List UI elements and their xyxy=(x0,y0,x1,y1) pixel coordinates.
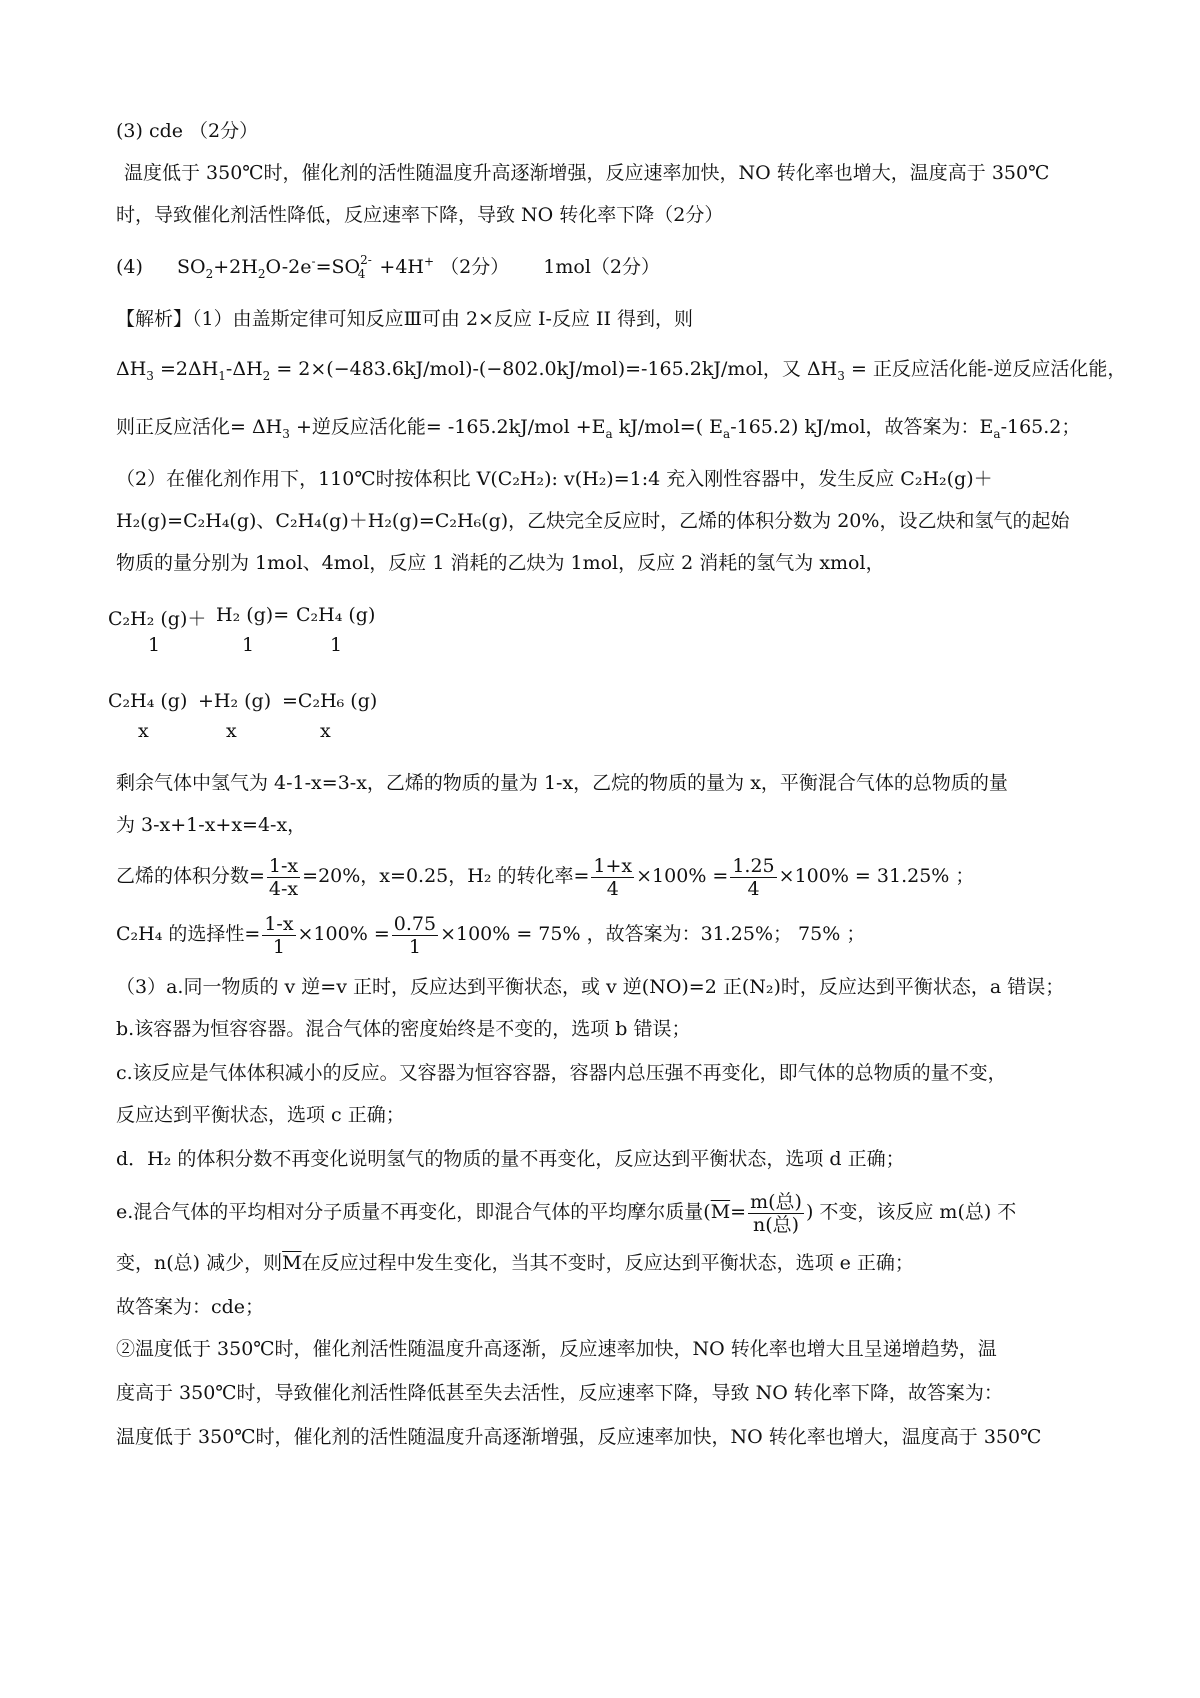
analysis-p11: （3）a.同一物质的 v 逆=v 正时，反应达到平衡状态，或 v 逆(NO)=2 正(N₂)时，反应达到平衡状态，a 错误； xyxy=(116,976,1065,998)
analysis-p19: ②温度低于 350℃时，催化剂活性随温度升高逐渐，反应速率加快，NO 转化率也增大且呈递增趋势，温 xyxy=(116,1338,997,1360)
analysis-p14: 反应达到平衡状态，选项 c 正确； xyxy=(116,1104,405,1126)
analysis-p10: C₂H₄ 的选择性= $\frac{1-x}{1}$ ×100% = $\frac{0.75}{1}$ ×100% = 75% ，故答案为：31.25%； 75% ； xyxy=(116,912,866,958)
reaction-2-species-a: C₂H₄ (g) xyxy=(108,690,188,712)
analysis-p7: 剩余气体中氢气为 4-1-x=3-x，乙烯的物质的量为 1-x，乙烷的物质的量为 x，平衡混合气体的总物质的量 xyxy=(116,772,1008,794)
fraction-h2-value: $\frac{1.25}{4}$ xyxy=(732,854,775,900)
analysis-p16: e.混合气体的平均相对分子质量不再变化，即混合气体的平均摩尔质量($\overline{M}=$ $\frac{\text{m(总)}}{\text{n(总)}}$ ) 不变，该反应 m(总) 不 xyxy=(116,1190,1017,1236)
fraction-selectivity-value: $\frac{0.75}{1}$ xyxy=(393,912,437,958)
reaction-2-species-c: =C₂H₆ (g) xyxy=(282,690,378,712)
fraction-ethylene: $\frac{1-x}{4-x}$ xyxy=(268,854,299,900)
delta-h-equation: $\Delta H_3 =2\Delta H_1-\Delta H_2 = 2\times(-483.6kJ/mol)-(-802.0kJ/mol)=-165.2kJ/mol$ xyxy=(116,358,763,383)
answer-4-equation: $SO_2+2H_2O-2e^-=SO_{2-4} +4H^+$ xyxy=(177,252,435,281)
answer-3-text-line1: 温度低于 350℃时，催化剂的活性随温度升高逐渐增强，反应速率加快，NO 转化率也增大，温度高于 350℃ xyxy=(124,162,1050,184)
analysis-p12: b.该容器为恒容容器。混合气体的密度始终是不变的，选项 b 错误； xyxy=(116,1018,691,1040)
analysis-p5: H₂(g)=C₂H₄(g)、C₂H₄(g)＋H₂(g)=C₂H₆(g)，乙炔完全反应时，乙烯的体积分数为 20%，设乙炔和氢气的起始 xyxy=(116,510,1070,532)
analysis-p8: 为 3-x+1-x+x=4-x， xyxy=(116,814,307,836)
analysis-p9: 乙烯的体积分数= $\frac{1-x}{4-x}$ =20%，x=0.25，H₂ 的转化率= $\frac{1+x}{4}$ ×100% = $\frac{1.25}{4}$ ×100% = 31.25% ； xyxy=(116,854,975,900)
analysis-p2: $\Delta H_3 =2\Delta H_1-\Delta H_2 = 2\times(-483.6kJ/mol)-(-802.0kJ/mol)=-165.2kJ/mol$，又 $\Delta H_3$ = 正反应活化能-逆反应活化能， xyxy=(116,358,1127,383)
answer-4-line xyxy=(116,254,660,280)
fraction-selectivity: $\frac{1-x}{1}$ xyxy=(264,912,294,958)
reaction-1-species-c: C₂H₄ (g) xyxy=(296,604,376,626)
answer-4-mol: 1mol（2分） xyxy=(543,256,661,278)
analysis-heading: 【解析】 xyxy=(116,308,193,330)
analysis-p3: 则正反应活化= $\Delta H_3$ +逆反应活化能= $-165.2kJ/mol +E_a$ kJ/mol=( $E_a-165.2$) kJ/mol，故答案为：$E_a-165.2$； xyxy=(116,416,1081,441)
analysis-p1: 【解析】（1）由盖斯定律可知反应Ⅲ可由 2×反应 I-反应 II 得到，则 xyxy=(116,308,694,330)
answer-4-score: （2分） xyxy=(440,256,510,278)
analysis-p21: 温度低于 350℃时，催化剂的活性随温度升高逐渐增强，反应速率加快，NO 转化率也增大，温度高于 350℃ xyxy=(116,1426,1042,1448)
answer-4-label: (4) xyxy=(116,256,143,278)
fraction-h2-conversion: $\frac{1+x}{4}$ xyxy=(593,854,633,900)
reaction-1-amount-c: 1 xyxy=(330,634,343,656)
analysis-p18: 故答案为：cde； xyxy=(116,1296,265,1318)
reaction-1-amount-b: 1 xyxy=(242,634,255,656)
analysis-p13: c.该反应是气体体积减小的反应。又容器为恒容容器，容器内总压强不再变化，即气体的总物质的量不变， xyxy=(116,1062,1007,1084)
reaction-2-species-b: +H₂ (g) xyxy=(198,690,272,712)
analysis-p17: 变，n(总) 减少，则$\overline{M}$在反应过程中发生变化，当其不变时，反应达到平衡状态，选项 e 正确； xyxy=(116,1252,914,1274)
reaction-1-amount-a: 1 xyxy=(148,634,161,656)
fraction-molar-mass: $\frac{\text{m(总)}}{\text{n(总)}}$ xyxy=(750,1190,802,1236)
reaction-2-amount-b: x xyxy=(226,720,237,742)
reaction-1-species-b: H₂ (g)= xyxy=(216,604,290,626)
reaction-2-amount-c: x xyxy=(320,720,331,742)
analysis-p15: d．H₂ 的体积分数不再变化说明氢气的物质的量不再变化，反应达到平衡状态，选项 d 正确； xyxy=(116,1148,905,1170)
answer-3-text-line2: 时，导致催化剂活性降低，反应速率下降，导致 NO 转化率下降（2分） xyxy=(116,204,724,226)
answer-3-label: (3) cde （2分） xyxy=(116,120,259,142)
reaction-2-amount-a: x xyxy=(138,720,149,742)
analysis-p20: 度高于 350℃时，导致催化剂活性降低甚至失去活性，反应速率下降，导致 NO 转化率下降，故答案为： xyxy=(116,1382,1003,1404)
analysis-p6: 物质的量分别为 1mol、4mol，反应 1 消耗的乙炔为 1mol，反应 2 消耗的氢气为 xmol， xyxy=(116,552,885,574)
reaction-1-species-a: C₂H₂ (g)＋ xyxy=(108,608,207,630)
analysis-p4: （2）在催化剂作用下，110℃时按体积比 V(C₂H₂): v(H₂)=1:4 充入刚性容器中，发生反应 C₂H₂(g)＋ xyxy=(116,468,993,490)
